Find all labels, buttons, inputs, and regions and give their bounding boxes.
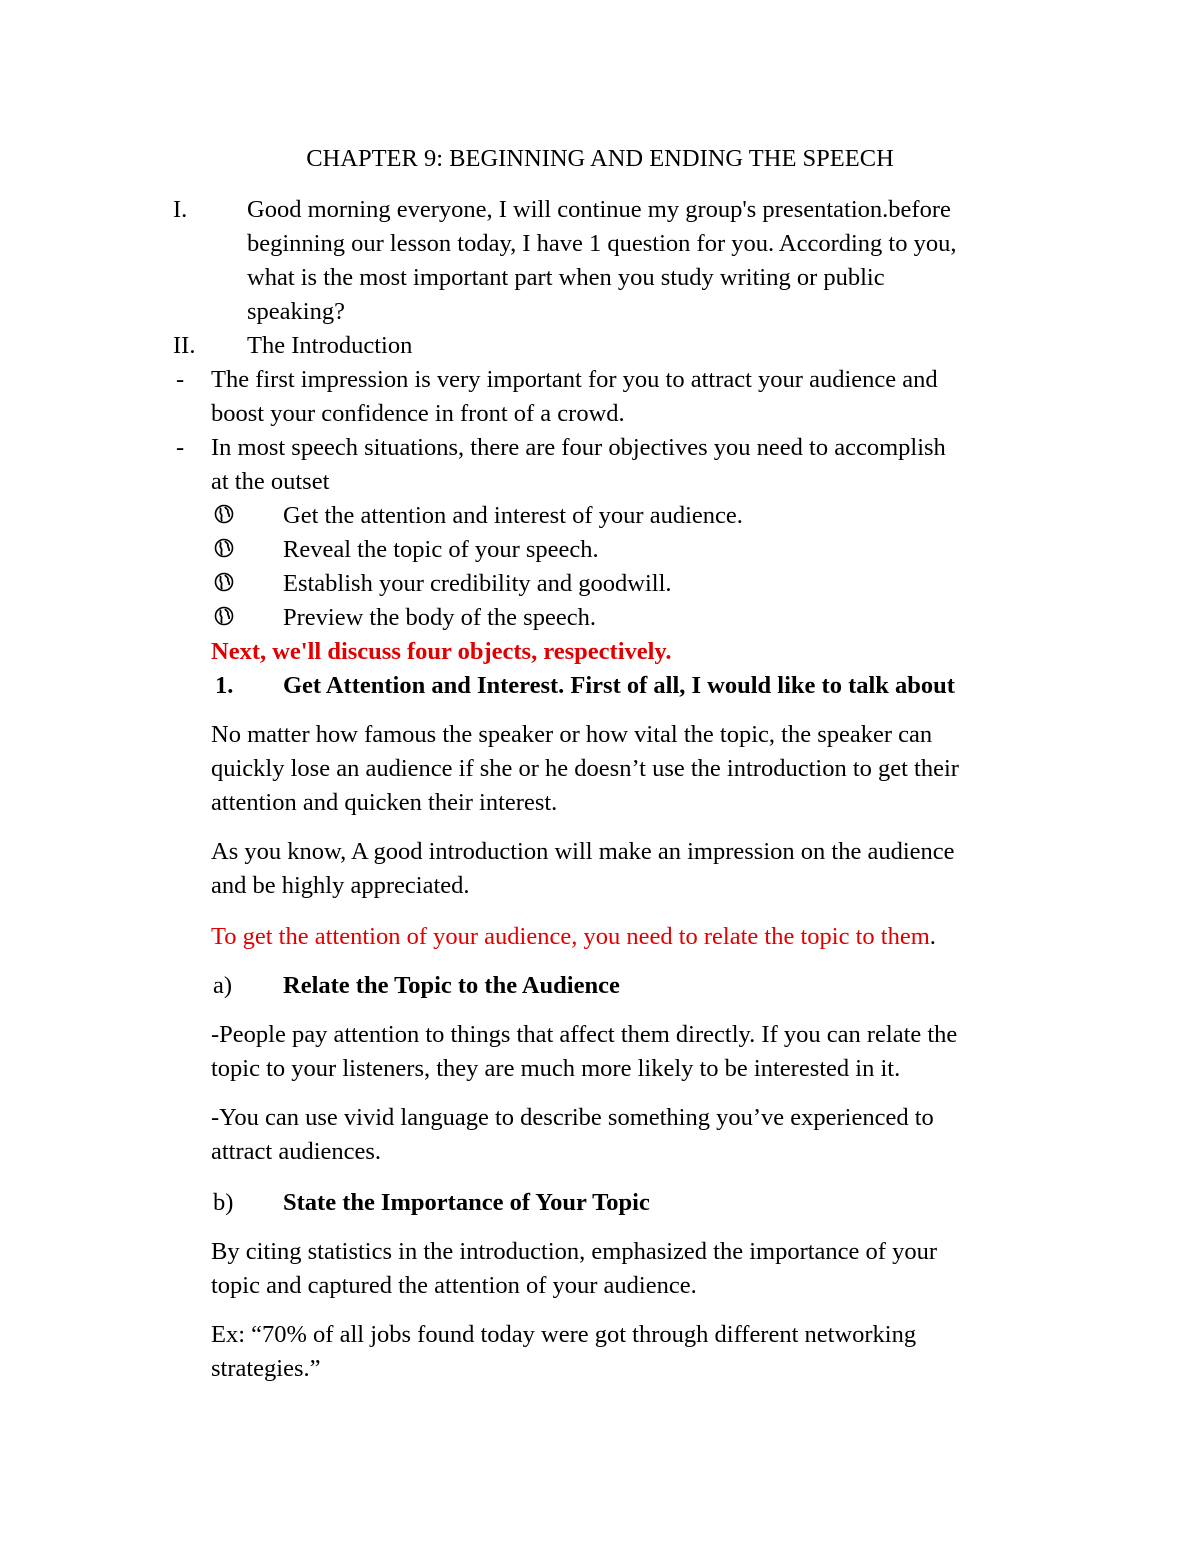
section-i-line: beginning our lesson today, I have 1 question for you. According to you, — [247, 230, 957, 257]
paragraph-line: No matter how famous the speaker or how vital the topic, the speaker can — [211, 721, 933, 748]
paragraph-line: and be highly appreciated. — [211, 872, 470, 899]
paragraph-line: topic and captured the attention of your audience. — [211, 1272, 697, 1299]
objective-item: Reveal the topic of your speech. — [283, 536, 599, 563]
objective-item: Get the attention and interest of your audience. — [283, 502, 743, 529]
paragraph-line: attract audiences. — [211, 1138, 382, 1165]
paragraph-line: attention and quicken their interest. — [211, 789, 558, 816]
objective-item: Establish your credibility and goodwill. — [283, 570, 672, 597]
sub-marker: b) — [213, 1189, 234, 1216]
paragraph-line: quickly lose an audience if she or he doesn’t use the introduction to get their — [211, 755, 959, 782]
item-marker: 1. — [215, 672, 234, 699]
dash-item-line: boost your confidence in front of a crowd. — [211, 400, 625, 427]
paragraph-line: -People pay attention to things that affect them directly. If you can relate the — [211, 1021, 958, 1048]
dash-item-line: The first impression is very important for you to attract your audience and — [211, 366, 938, 393]
paragraph-line: By citing statistics in the introduction, emphasized the importance of your — [211, 1238, 937, 1265]
section-i-line: what is the most important part when you study writing or public — [247, 264, 885, 291]
red-sentence — [211, 920, 936, 954]
dash-item-line: at the outset — [211, 468, 330, 495]
dash-item-line: In most speech situations, there are four objectives you need to accomplish — [211, 434, 946, 461]
globe-icon — [214, 504, 234, 524]
paragraph-line: Ex: “70% of all jobs found today were got through different networking — [211, 1321, 917, 1348]
globe-icon — [214, 538, 234, 558]
item-heading: Get Attention and Interest. First of all, I would like to talk about — [283, 672, 955, 699]
objective-item: Preview the body of the speech. — [283, 604, 596, 631]
section-i-line: speaking? — [247, 298, 345, 325]
red-sentence-period: . — [929, 923, 936, 950]
red-sentence-text: To get the attention of your audience, you need to relate the topic to them — [211, 923, 930, 950]
section-marker-ii: II. — [173, 332, 196, 359]
section-i-line: Good morning everyone, I will continue my group's presentation.before — [247, 196, 951, 223]
section-heading: The Introduction — [247, 332, 413, 359]
sub-heading: State the Importance of Your Topic — [283, 1189, 650, 1216]
sub-marker: a) — [213, 972, 233, 999]
dash-marker: - — [176, 434, 185, 461]
sub-heading: Relate the Topic to the Audience — [283, 972, 620, 999]
globe-icon — [214, 572, 234, 592]
paragraph-line: As you know, A good introduction will make an impression on the audience — [211, 838, 955, 865]
globe-icon — [214, 606, 234, 626]
paragraph-line: -You can use vivid language to describe something you’ve experienced to — [211, 1104, 934, 1131]
page-title: CHAPTER 9: BEGINNING AND ENDING THE SPEECH — [306, 145, 894, 172]
dash-marker: - — [176, 366, 185, 393]
paragraph-line: strategies.” — [211, 1355, 321, 1382]
red-note: Next, we'll discuss four objects, respectively. — [211, 638, 672, 665]
section-marker-i: I. — [173, 196, 188, 223]
paragraph-line: topic to your listeners, they are much more likely to be interested in it. — [211, 1055, 901, 1082]
